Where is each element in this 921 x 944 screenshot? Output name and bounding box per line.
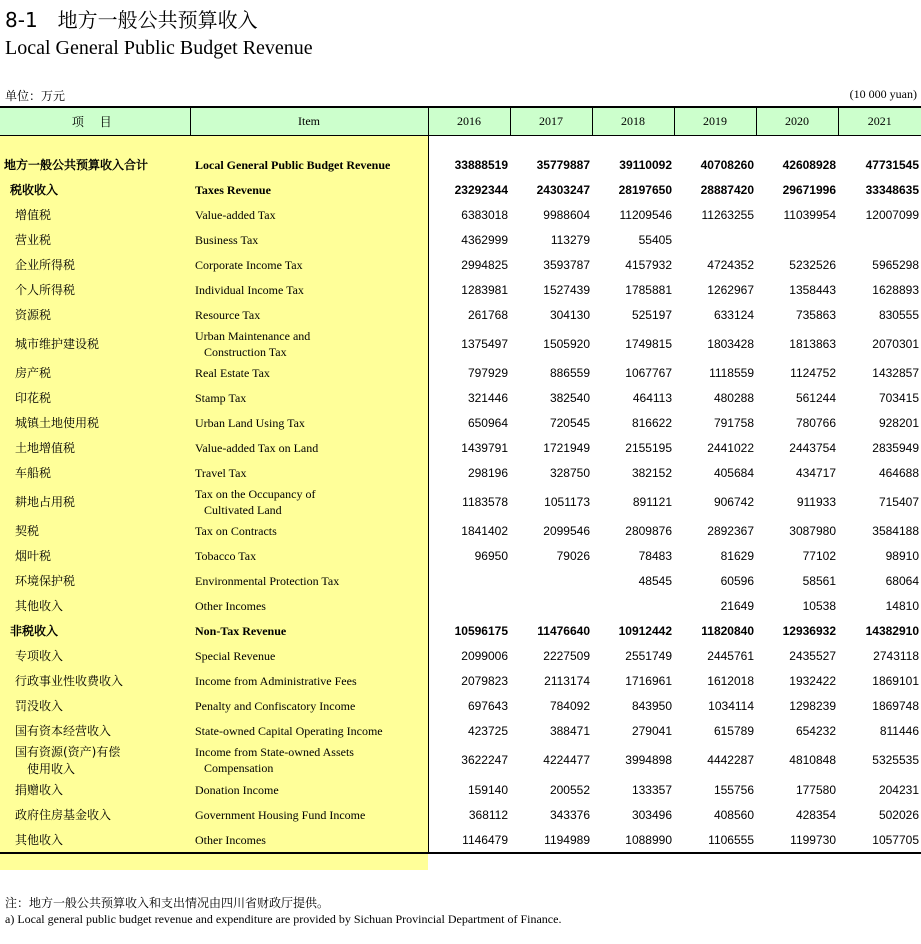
item-name-zh: 营业税 — [15, 233, 52, 247]
header-year: 2018 — [592, 107, 674, 136]
table-row — [0, 827, 921, 853]
table-row — [0, 593, 921, 618]
value-cell: 2551749 — [625, 648, 672, 663]
value-cell: 816622 — [631, 415, 672, 430]
table-row — [0, 460, 921, 485]
value-cell: 2445761 — [707, 648, 754, 663]
value-cell: 77102 — [802, 548, 836, 563]
item-name-en: Value-added Tax — [195, 207, 276, 222]
value-cell: 42608928 — [782, 157, 836, 172]
item-name-zh: 城镇土地使用税 — [15, 416, 100, 430]
value-cell: 304130 — [549, 307, 590, 322]
value-cell: 48545 — [638, 573, 672, 588]
value-cell: 113279 — [550, 232, 590, 247]
table-row — [0, 693, 921, 718]
value-cell: 1749815 — [625, 336, 672, 351]
value-cell: 5232526 — [789, 257, 836, 272]
value-cell: 830555 — [878, 307, 919, 322]
table-row — [0, 643, 921, 668]
item-name-en: Stamp Tax — [195, 390, 247, 405]
table-row — [0, 410, 921, 435]
table-row — [0, 718, 921, 743]
item-name-zh: 资源税 — [15, 308, 52, 322]
item-name-zh: 捐赠收入 — [15, 783, 64, 797]
value-cell: 368112 — [428, 802, 510, 827]
value-cell: 382152 — [631, 465, 672, 480]
value-cell: 1088990 — [592, 827, 674, 853]
value-cell: 200552 — [549, 782, 590, 797]
value-cell: 4362999 — [428, 227, 510, 252]
value-cell: 2113174 — [544, 673, 590, 688]
value-cell: 159140 — [428, 777, 510, 802]
value-cell: 1298239 — [789, 698, 836, 713]
value-cell: 4224477 — [543, 753, 590, 767]
page-title-en: Local General Public Budget Revenue — [5, 37, 313, 59]
value-cell: 780766 — [795, 415, 836, 430]
item-name-en: Tobacco Tax — [195, 548, 257, 563]
value-cell — [674, 227, 756, 252]
item-name-en: Income from State-owned Assets Compensation — [195, 745, 354, 775]
value-cell: 735863 — [795, 307, 836, 322]
table-row — [0, 485, 921, 518]
item-name-zh: 地方一般公共预算收入合计 — [4, 158, 149, 172]
table-row — [0, 277, 921, 302]
value-cell: 2435527 — [789, 648, 836, 663]
value-cell: 1057705 — [838, 827, 921, 853]
value-cell: 1841402 — [428, 518, 510, 543]
value-cell: 11209546 — [619, 207, 672, 222]
item-name-zh: 非税收入 — [10, 624, 59, 638]
value-cell: 1527439 — [543, 282, 590, 297]
table-row — [0, 177, 921, 202]
item-name-en: Tax on the Occupancy of Cultivated Land — [195, 486, 316, 517]
item-name-zh: 其他收入 — [15, 599, 64, 613]
value-cell: 1869101 — [872, 673, 919, 688]
value-cell: 1439791 — [428, 435, 510, 460]
value-cell: 697643 — [428, 693, 510, 718]
unit-label-zh: 单位：万元 — [5, 89, 66, 103]
item-name-en: Urban Maintenance and Construction Tax — [195, 328, 311, 359]
value-cell: 11039954 — [783, 207, 836, 222]
item-name-en: Individual Income Tax — [195, 282, 304, 297]
value-cell: 911933 — [796, 494, 836, 509]
value-cell: 23292344 — [428, 177, 510, 202]
value-cell: 12936932 — [782, 623, 836, 638]
header-item-en: Item — [190, 107, 428, 136]
item-name-en: Government Housing Fund Income — [195, 807, 366, 822]
value-cell: 2079823 — [428, 668, 510, 693]
value-cell: 2070301 — [872, 336, 919, 351]
item-name-zh: 环境保护税 — [15, 574, 76, 588]
footnote-en: a) Local general public budget revenue and expenditure are provided by Sichuan Provincial Department of Finance. — [5, 912, 562, 926]
value-cell: 24303247 — [536, 182, 590, 197]
value-cell: 81629 — [720, 548, 754, 563]
header-year: 2017 — [510, 107, 592, 136]
value-cell: 650964 — [428, 410, 510, 435]
item-name-en: Value-added Tax on Land — [195, 440, 319, 455]
revenue-table — [0, 106, 921, 854]
value-cell: 1262967 — [707, 282, 754, 297]
value-cell: 615789 — [713, 723, 754, 738]
item-name-zh: 烟叶税 — [15, 549, 52, 563]
value-cell: 797929 — [428, 360, 510, 385]
value-cell: 2743118 — [873, 648, 919, 663]
value-cell: 715407 — [878, 494, 919, 509]
value-cell: 720545 — [549, 415, 590, 430]
item-name-zh: 车船税 — [15, 466, 52, 480]
value-cell: 10538 — [802, 598, 836, 613]
item-name-en: Non-Tax Revenue — [195, 623, 287, 638]
value-cell: 133357 — [631, 782, 672, 797]
value-cell: 2443754 — [789, 440, 836, 455]
value-cell: 9988604 — [543, 207, 590, 222]
value-cell: 10912442 — [618, 623, 672, 638]
value-cell: 2099546 — [543, 523, 590, 538]
table-row — [0, 227, 921, 252]
value-cell: 502026 — [878, 807, 919, 822]
item-name-en: Local General Public Budget Revenue — [195, 157, 391, 172]
value-cell: 480288 — [713, 390, 754, 405]
value-cell — [510, 568, 592, 593]
item-name-zh: 国有资源(资产)有偿 使用收入 — [15, 745, 121, 776]
footnote-zh: 注：地方一般公共预算收入和支出情况由四川省财政厅提供。 — [5, 896, 330, 910]
value-cell: 703415 — [878, 390, 919, 405]
value-cell — [592, 593, 674, 618]
item-name-en: Travel Tax — [195, 465, 247, 480]
value-cell: 2809876 — [625, 523, 672, 538]
value-cell: 1932422 — [789, 673, 836, 688]
header-year: 2019 — [674, 107, 756, 136]
value-cell: 279041 — [631, 723, 672, 738]
value-cell: 1721949 — [543, 440, 590, 455]
value-cell: 388471 — [549, 723, 590, 738]
value-cell — [428, 568, 510, 593]
item-name-zh: 国有资本经营收入 — [15, 724, 112, 738]
table-row — [0, 385, 921, 410]
item-name-zh: 房产税 — [15, 366, 52, 380]
value-cell: 791758 — [713, 415, 754, 430]
table-row — [0, 518, 921, 543]
value-cell: 1146479 — [428, 827, 510, 853]
value-cell: 6383018 — [428, 202, 510, 227]
value-cell: 2835949 — [872, 440, 919, 455]
value-cell: 1716961 — [625, 673, 672, 688]
value-cell: 1628893 — [872, 282, 919, 297]
value-cell: 58561 — [802, 573, 836, 588]
value-cell: 408560 — [713, 807, 754, 822]
item-name-en: Donation Income — [195, 782, 279, 797]
value-cell: 1813863 — [789, 336, 836, 351]
value-cell: 35779887 — [536, 157, 590, 172]
value-cell: 14810 — [885, 598, 919, 613]
value-cell — [510, 593, 592, 618]
value-cell: 177580 — [795, 782, 836, 797]
table-row — [0, 668, 921, 693]
value-cell: 2099006 — [428, 643, 510, 668]
value-cell: 1106555 — [674, 827, 756, 853]
value-cell: 96950 — [428, 543, 510, 568]
value-cell: 3994898 — [625, 753, 672, 767]
value-cell: 1051173 — [544, 494, 590, 509]
item-name-en: Other Incomes — [190, 827, 428, 853]
value-cell: 654232 — [795, 723, 836, 738]
value-cell: 906742 — [713, 494, 754, 509]
item-name-en: Income from Administrative Fees — [195, 673, 357, 688]
item-name-zh: 其他收入 — [0, 827, 190, 853]
value-cell — [838, 227, 921, 252]
table-body — [0, 136, 921, 854]
value-cell: 891121 — [632, 494, 672, 509]
table-row — [0, 360, 921, 385]
value-cell: 2892367 — [707, 523, 754, 538]
item-name-en: Urban Land Using Tax — [195, 415, 305, 430]
value-cell: 1505920 — [543, 336, 590, 351]
table-row — [0, 802, 921, 827]
item-name-zh: 契税 — [15, 524, 40, 538]
value-cell: 784092 — [549, 698, 590, 713]
value-cell: 303496 — [631, 807, 672, 822]
item-name-zh: 印花税 — [15, 391, 52, 405]
value-cell: 10596175 — [428, 618, 510, 643]
value-cell: 14382910 — [865, 623, 919, 638]
spacer-row — [0, 136, 921, 153]
item-name-zh: 城市维护建设税 — [15, 337, 100, 351]
value-cell: 1785881 — [625, 282, 672, 297]
table-header-row — [0, 107, 921, 136]
value-cell: 3593787 — [543, 257, 590, 272]
value-cell: 204231 — [878, 782, 919, 797]
value-cell: 11820840 — [701, 623, 754, 638]
item-name-zh: 土地增值税 — [15, 441, 76, 455]
value-cell: 3584188 — [872, 523, 919, 538]
value-cell: 1183578 — [428, 485, 510, 518]
item-name-en: Penalty and Confiscatory Income — [195, 698, 356, 713]
value-cell: 33348635 — [865, 182, 919, 197]
value-cell: 4442287 — [707, 753, 754, 767]
value-cell: 343376 — [549, 807, 590, 822]
value-cell: 60596 — [720, 573, 754, 588]
table-row — [0, 777, 921, 802]
value-cell: 2155195 — [625, 440, 672, 455]
value-cell: 1194989 — [510, 827, 592, 853]
value-cell: 1358443 — [789, 282, 836, 297]
value-cell: 886559 — [549, 365, 590, 380]
item-name-zh: 耕地占用税 — [15, 495, 76, 509]
value-cell — [756, 227, 838, 252]
value-cell: 1869748 — [872, 698, 919, 713]
value-cell: 298196 — [428, 460, 510, 485]
value-cell: 1067767 — [625, 365, 672, 380]
item-name-en: Taxes Revenue — [195, 182, 271, 197]
value-cell: 12007099 — [865, 207, 919, 222]
table-row — [0, 543, 921, 568]
value-cell: 1034114 — [708, 698, 754, 713]
value-cell: 11476640 — [537, 623, 590, 638]
item-name-en: Real Estate Tax — [195, 365, 270, 380]
item-name-en: Environmental Protection Tax — [195, 573, 340, 588]
value-cell: 33888519 — [428, 152, 510, 177]
value-cell: 1612018 — [707, 673, 754, 688]
value-cell: 5325535 — [872, 753, 919, 767]
value-cell: 3087980 — [789, 523, 836, 538]
value-cell: 4724352 — [707, 257, 754, 272]
unit-label-en: (10 000 yuan) — [849, 87, 917, 101]
value-cell: 811446 — [879, 723, 919, 738]
item-name-en: Other Incomes — [195, 598, 266, 613]
value-cell: 423725 — [428, 718, 510, 743]
value-cell: 4157932 — [625, 257, 672, 272]
item-name-zh: 政府住房基金收入 — [15, 808, 112, 822]
page-title-zh: 8-1 地方一般公共预算收入 — [5, 8, 258, 32]
header-year: 2016 — [428, 107, 510, 136]
value-cell: 428354 — [795, 807, 836, 822]
value-cell: 1283981 — [428, 277, 510, 302]
value-cell: 1118559 — [709, 365, 754, 380]
value-cell: 40708260 — [700, 157, 754, 172]
value-cell: 382540 — [549, 390, 590, 405]
table-row — [0, 618, 921, 643]
value-cell: 98910 — [885, 548, 919, 563]
item-name-zh: 罚没收入 — [15, 699, 64, 713]
item-name-en: Tax on Contracts — [195, 523, 277, 538]
table-row — [0, 202, 921, 227]
value-cell: 39110092 — [619, 157, 672, 172]
value-cell: 328750 — [549, 465, 590, 480]
header-year: 2020 — [756, 107, 838, 136]
value-cell: 1124752 — [790, 365, 836, 380]
table-row — [0, 252, 921, 277]
table-row — [0, 327, 921, 360]
value-cell: 464688 — [878, 465, 919, 480]
item-name-zh: 专项收入 — [15, 649, 64, 663]
value-cell: 1199730 — [756, 827, 838, 853]
value-cell: 261768 — [428, 302, 510, 327]
value-cell: 29671996 — [782, 182, 836, 197]
header-item-zh: 项 目 — [0, 107, 190, 136]
value-cell: 79026 — [556, 548, 590, 563]
table-row — [0, 743, 921, 777]
value-cell: 4810848 — [789, 753, 836, 767]
value-cell: 28887420 — [700, 182, 754, 197]
value-cell: 928201 — [878, 415, 919, 430]
table-row — [0, 302, 921, 327]
item-name-zh: 税收收入 — [10, 183, 59, 197]
value-cell: 3622247 — [428, 743, 510, 777]
value-cell — [428, 593, 510, 618]
value-cell: 5965298 — [872, 257, 919, 272]
value-cell: 11263255 — [701, 207, 754, 222]
item-name-en: Special Revenue — [195, 648, 276, 663]
value-cell: 561244 — [795, 390, 836, 405]
item-name-zh: 企业所得税 — [15, 258, 76, 272]
value-cell: 2441022 — [707, 440, 754, 455]
value-cell: 1375497 — [428, 327, 510, 360]
header-year: 2021 — [838, 107, 921, 136]
value-cell: 155756 — [713, 782, 754, 797]
value-cell: 525197 — [631, 307, 672, 322]
value-cell: 321446 — [428, 385, 510, 410]
item-name-zh: 行政事业性收费收入 — [15, 674, 124, 688]
value-cell: 1432857 — [872, 365, 919, 380]
value-cell: 28197650 — [618, 182, 672, 197]
table-row — [0, 435, 921, 460]
item-name-en: Corporate Income Tax — [195, 257, 303, 272]
value-cell: 843950 — [631, 698, 672, 713]
value-cell: 78483 — [638, 548, 672, 563]
table-row — [0, 568, 921, 593]
value-cell: 2227509 — [543, 648, 590, 663]
value-cell: 1803428 — [707, 336, 754, 351]
value-cell: 47731545 — [865, 157, 919, 172]
value-cell: 68064 — [885, 573, 919, 588]
value-cell: 464113 — [632, 390, 672, 405]
item-name-zh: 个人所得税 — [15, 283, 76, 297]
value-cell: 21649 — [720, 598, 754, 613]
item-name-zh: 增值税 — [15, 208, 52, 222]
table-row — [0, 152, 921, 177]
value-cell: 434717 — [795, 465, 836, 480]
value-cell: 2994825 — [428, 252, 510, 277]
value-cell: 405684 — [713, 465, 754, 480]
item-name-en: State-owned Capital Operating Income — [195, 723, 383, 738]
item-name-en: Resource Tax — [195, 307, 261, 322]
item-name-en: Business Tax — [195, 232, 259, 247]
value-cell: 55405 — [638, 232, 672, 247]
value-cell: 633124 — [713, 307, 754, 322]
